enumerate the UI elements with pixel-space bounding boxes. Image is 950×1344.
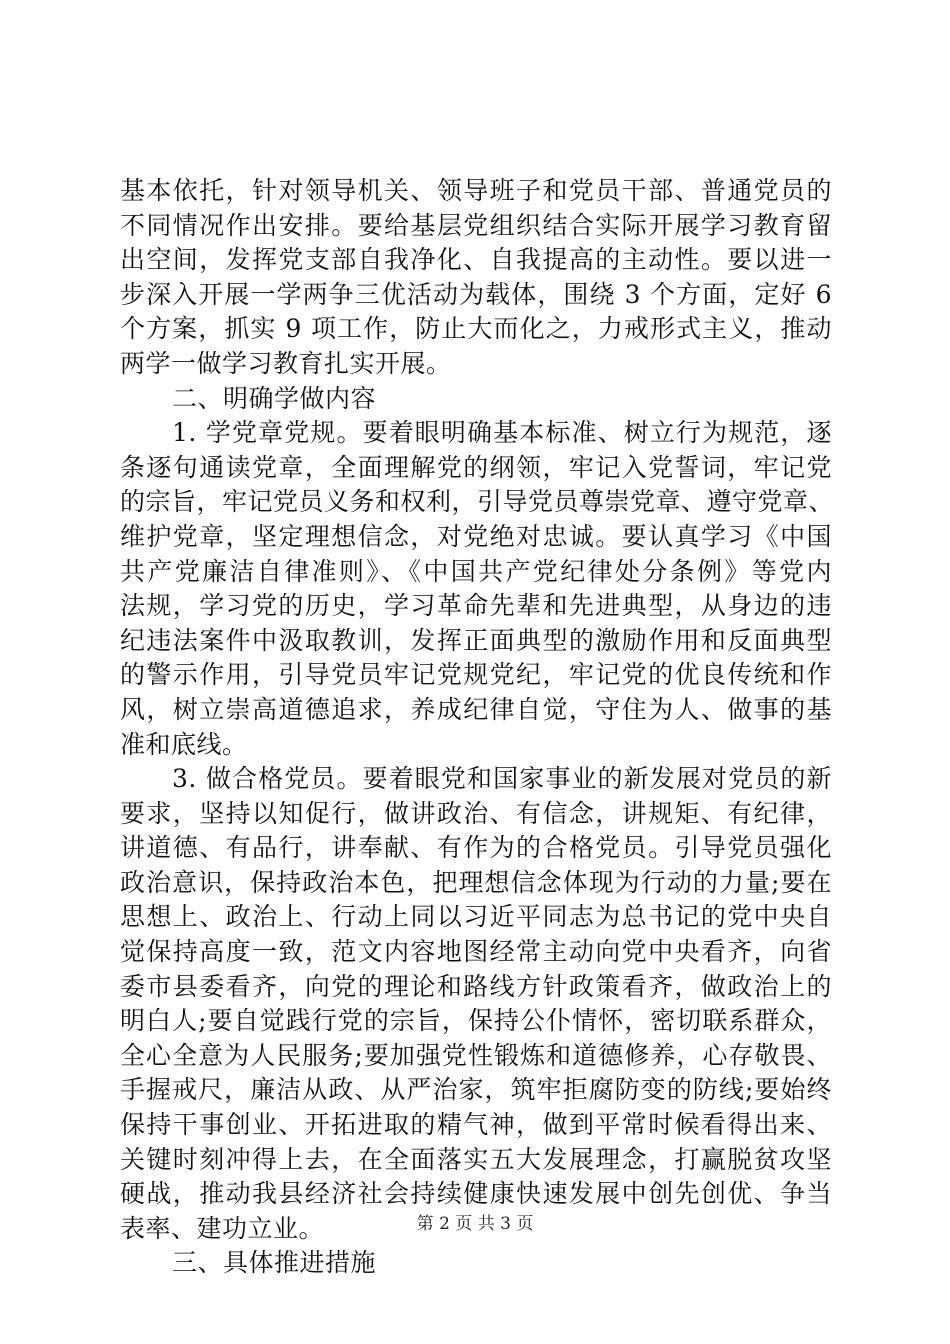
text-line: 准和底线。 (120, 729, 248, 759)
text-line: 关键时刻冲得上去，在全面落实五大发展理念，打赢脱贫攻坚 (120, 1144, 832, 1174)
text-line: 个方案，抓实 9 项工作，防止大而化之，力戒形式主义，推动 (120, 314, 832, 344)
text-line: 委市县委看齐，向党的理论和路线方针政策看齐，做政治上的 (120, 971, 832, 1001)
section-heading: 二、明确学做内容 (172, 383, 377, 413)
text-line: 3. 做合格党员。要着眼党和国家事业的新发展对党员的新 (172, 764, 832, 794)
text-line: 法规，学习党的历史，学习革命先辈和先进典型，从身边的违 (120, 591, 832, 621)
text-line: 讲道德、有品行，讲奉献、有作为的合格党员。引导党员强化 (120, 833, 832, 863)
section-heading: 三、具体推进措施 (172, 1248, 377, 1278)
text-line: 政治意识，保持政治本色，把理想信念体现为行动的力量;要在 (120, 867, 832, 897)
text-line: 保持干事创业、开拓进取的精气神，做到平常时候看得出来、 (120, 1110, 832, 1140)
text-line: 的宗旨，牢记党员义务和权利，引导党员尊崇党章、遵守党章、 (120, 487, 835, 517)
text-line: 全心全意为人民服务;要加强党性锻炼和道德修养，心存敬畏、 (120, 1040, 832, 1070)
text-line: 手握戒尺，廉洁从政、从严治家，筑牢拒腐防变的防线;要始终 (120, 1075, 832, 1105)
text-line: 要求，坚持以知促行，做讲政治、有信念，讲规矩、有纪律， (120, 798, 832, 828)
text-line: 明白人;要自觉践行党的宗旨，保持公仆情怀，密切联系群众， (120, 1006, 832, 1036)
text-line: 共产党廉洁自律准则》、《中国共产党纪律处分条例》等党内 (120, 556, 832, 586)
page-footer: 第 2 页 共 3 页 (416, 1214, 534, 1234)
text-line: 条逐句通读党章，全面理解党的纲领，牢记入党誓词，牢记党 (120, 452, 832, 482)
text-line: 纪违法案件中汲取教训，发挥正面典型的激励作用和反面典型 (120, 625, 832, 655)
text-line: 不同情况作出安排。要给基层党组织结合实际开展学习教育留 (120, 210, 832, 240)
document-body (120, 174, 835, 1281)
text-line: 觉保持高度一致，范文内容地图经常主动向党中央看齐，向省 (120, 937, 832, 967)
text-line: 1. 学党章党规。要着眼明确基本标准、树立行为规范，逐 (172, 418, 832, 448)
text-line: 硬战，推动我县经济社会持续健康快速发展中创先创优、争当 (120, 1179, 832, 1209)
text-line: 的警示作用，引导党员牢记党规党纪，牢记党的优良传统和作 (120, 660, 832, 690)
text-line: 思想上、政治上、行动上同以习近平同志为总书记的党中央自 (120, 902, 832, 932)
text-line: 两学一做学习教育扎实开展。 (120, 348, 452, 378)
text-line: 风，树立崇高道德追求，养成纪律自觉，守住为人、做事的基 (120, 694, 832, 724)
text-line: 出空间，发挥党支部自我净化、自我提高的主动性。要以进一 (120, 245, 832, 275)
text-line: 基本依托，针对领导机关、领导班子和党员干部、普通党员的 (120, 176, 832, 205)
text-line: 表率、建功立业。 (120, 1213, 325, 1243)
text-line: 步深入开展一学两争三优活动为载体，围绕 3 个方面，定好 6 (120, 279, 832, 309)
text-line: 维护党章，坚定理想信念，对党绝对忠诚。要认真学习《中国 (120, 521, 832, 551)
